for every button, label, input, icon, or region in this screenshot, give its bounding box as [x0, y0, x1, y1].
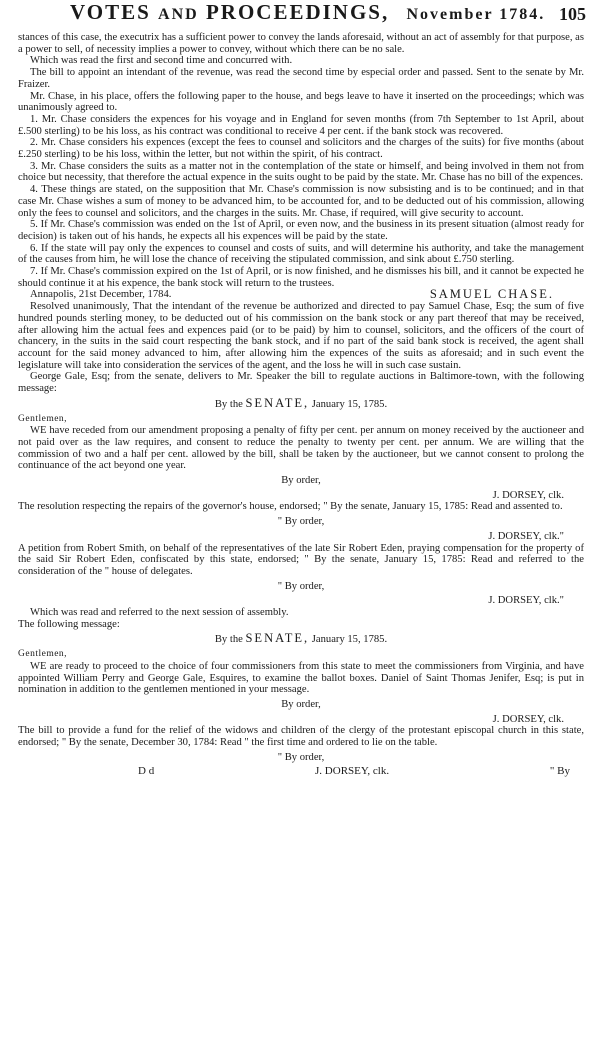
header-title-and: AND: [158, 6, 199, 23]
paragraph: Mr. Chase, in his place, offers the following paper to the house, and begs leave to have it inserted on the proceedings; which was unanimously agreed to.: [18, 90, 584, 114]
header-title: [70, 0, 545, 25]
paragraph: A petition from Robert Smith, on behalf of the representatives of the late Sir Robert Eden, praying compensation for the property of the said Sir Robert Eden, confiscated by this state, endorsed; " By the senate, January 15, 1785: Read and referred to the consideration of the " house of delegates.: [18, 542, 584, 577]
header-title-main: VOTES: [70, 0, 151, 24]
header-title-rest: PROCEEDINGS,: [205, 0, 390, 24]
paragraph: The following message:: [18, 618, 120, 630]
heading-date: January 15, 1785.: [311, 398, 388, 410]
resolution-paragraph: Resolved unanimously, That the intendant of the revenue be authorized and directed to pay Samuel Chase, Esq; the sum of five hundred pounds sterling money, to be deducted out of his commission on the bank stock or any part thereof that may be received, after allowing him the actual fees and expences paid (or to be paid) by him to counsel, solicitors, and the officers of the court of chancery, in the suits in the said court respecting the bank stock, and if no part of the said bank stock is received, the agent shall account for the said money advanced to him, after allowing him the expences of the suits as aforesaid; and in such event the legislature will take into consideration the services of the agent, and the loss he will in such case sustain.: [18, 301, 584, 371]
salutation: Gentlemen,: [18, 413, 68, 424]
paragraph: Which was read and referred to the next session of assembly.: [30, 607, 289, 619]
catchword: " By: [549, 765, 570, 778]
clerk-signature: J. DORSEY, clk.": [488, 530, 564, 542]
by-order: " By order,: [277, 580, 325, 592]
signature-name: SAMUEL CHASE.: [429, 287, 554, 302]
paragraph: 5. If Mr. Chase's commission was ended on the 1st of April, or even now, and the business in its present situation (almost ready for decision) is taken out of his hands, he expects all his expences will be paid by the state.: [18, 219, 584, 242]
paragraph: 6. If the state will pay only the expences to counsel and costs of suits, and will determine his authority, and take the management of the causes from him, he will lose the chance of receiving the stipulated commission, and sink about £.750 sterling.: [18, 242, 584, 266]
by-order: " By order,: [277, 516, 325, 528]
by-order: By order,: [281, 475, 321, 487]
clerk-signature: J. DORSEY, clk.: [492, 713, 564, 725]
page-body: [18, 32, 584, 778]
clerk-signature: J. DORSEY, clk.: [315, 765, 390, 778]
message-heading: [18, 633, 584, 646]
by-order: By order,: [281, 698, 321, 710]
heading-senate: SENATE,: [245, 631, 310, 646]
paragraph: Which was read the first and second time and concurred with.: [30, 55, 293, 67]
signature-mark: D d: [138, 765, 155, 778]
signature-place-date: Annapolis, 21st December, 1784.: [30, 289, 172, 301]
signature-line: [18, 289, 584, 301]
heading-by: By the: [214, 398, 243, 410]
paragraph: The bill to appoint an intendant of the revenue, was read the second time by especial order and passed. Sent to the senate by Mr. Fraizer.: [18, 67, 584, 90]
paragraph: The resolution respecting the repairs of the governor's house, endorsed; " By the senate, January 15, 1785: Read and assented to.: [18, 501, 563, 513]
clerk-signature: J. DORSEY, clk.: [492, 489, 564, 501]
heading-by: By the: [214, 634, 243, 646]
paragraph: The bill to provide a fund for the relief of the widows and children of the clergy of the protestant episcopal church in this state, endorsed; " By the senate, December 30, 1784: Read " the first time and ordered to lie on the table.: [18, 725, 584, 749]
paragraph: 7. If Mr. Chase's commission expired on the 1st of April, or is now finished, and he dismisses his bill, and it cannot be expected he should continue it at his expence, the bank stock will return to the trustees.: [18, 266, 584, 289]
heading-date: January 15, 1785.: [311, 634, 388, 646]
paragraph: George Gale, Esq; from the senate, delivers to Mr. Speaker the bill to regulate auctions in Baltimore-town, with the following message:: [18, 371, 584, 395]
salutation: Gentlemen,: [18, 649, 68, 660]
paragraph: stances of this case, the executrix has a sufficient power to convey the lands aforesaid, without an act of assembly for that purpose, as a power to sell, of necessity implies a power to convey, without which there can be no sale.: [18, 32, 584, 55]
paragraph: 2. Mr. Chase considers his expences (except the fees to counsel and solicitors and the charges of the suits) for five months (about £.250 sterling) to be his loss, within the letter, but not within the spirit, of his contract.: [18, 137, 584, 161]
message-body: WE are ready to proceed to the choice of four commissioners from this state to meet the commissioners from Virginia, and have appointed William Perry and George Gale, Esquires, to examine the ballot boxes. Daniel of Saint Thomas Jenifer, Esq; is put in nomination in addition to the gentlemen mentioned in your message.: [18, 660, 584, 696]
running-header: [0, 0, 600, 30]
header-date: November 1784.: [406, 6, 546, 23]
paragraph: 4. These things are stated, on the supposition that Mr. Chase's commission is now subsisting and is to be continued; and in that case Mr. Chase wishes a sum of money to be advanced him, to be accounted for, and to be deducted out of his commission, allowing only the fees to counsel and solicitors, and the charges in the suits. Mr. Chase, if required, will give security to account.: [18, 184, 584, 219]
heading-senate: SENATE,: [245, 395, 310, 410]
by-order: " By order,: [277, 751, 325, 763]
message-heading: [18, 395, 584, 411]
page-number: 105: [559, 4, 586, 24]
paragraph: 3. Mr. Chase considers the suits as a matter not in the contemplation of the state or himself, and being involved in them not from choice but necessity, that therefore the actual expence in the suits ought to be paid by the state. Mr. Chase has no bill of the expences.: [18, 160, 584, 184]
page-footer: [18, 766, 584, 778]
paragraph: 1. Mr. Chase considers the expences for his voyage and in England for seven months (from 7th September to 1st April, about £.500 sterling) to be his loss, as his contract was conditional to receive 4 per cent. if the bank stock was recovered.: [18, 113, 584, 137]
clerk-signature: J. DORSEY, clk.": [488, 595, 564, 607]
message-body: WE have receded from our amendment proposing a penalty of fifty per cent. per annum on money received by the auctioneer and not paid over as the law requires, and consent to reduce the penalty to twenty per cent. per annum. We are willing that the commission of two and a half per cent. allowed by the bill, shall be taken by the auctioneer, but we cannot consent to prolong the continuance of the act beyond one year.: [18, 425, 584, 472]
